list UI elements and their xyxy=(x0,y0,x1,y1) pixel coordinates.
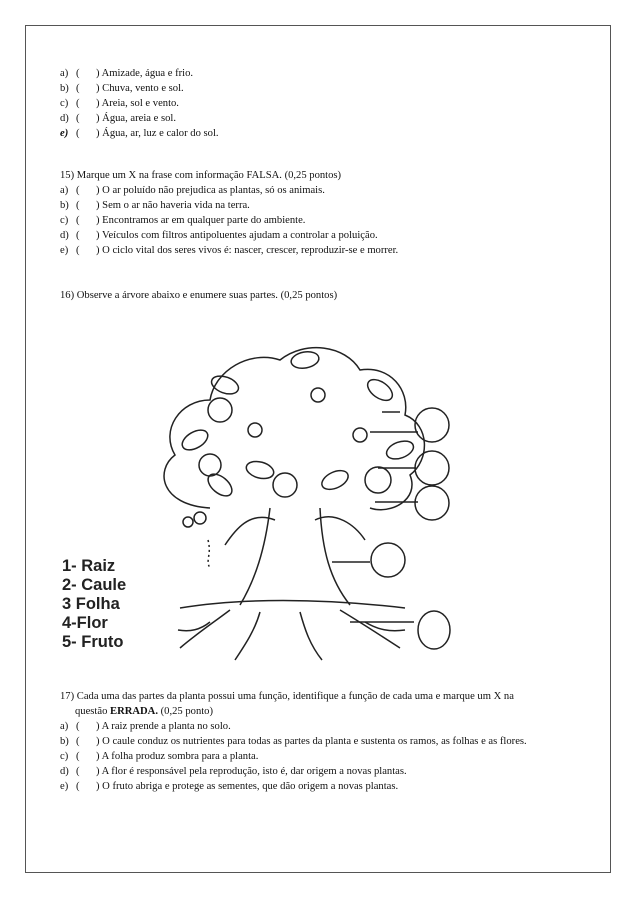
q17-option-b: b) ( ) O caule conduz os nutrientes para todas as partes da planta e sustenta os ramos, as folhas e as flores. xyxy=(60,736,527,747)
q17-question-cont: questão ERRADA. (0,25 ponto) xyxy=(75,706,214,717)
q14-option-a: a) ( ) Amizade, água e frio. xyxy=(60,68,194,79)
q14-option-c: c) ( ) Areia, sol e vento. xyxy=(60,98,179,109)
legend-item: 1- Raiz xyxy=(62,557,116,575)
q15-option-b: b) ( ) Sem o ar não haveria vida na terra. xyxy=(60,200,250,211)
q14-option-b: b) ( ) Chuva, vento e sol. xyxy=(60,83,184,94)
q15-option-d: d) ( ) Veículos com filtros antipoluentes ajudam a controlar a poluição. xyxy=(60,230,378,241)
legend-item: 5- Fruto xyxy=(62,633,124,651)
q17-option-d: d) ( ) A flor é responsável pela reprodução, isto é, dar origem a novas plantas. xyxy=(60,766,407,777)
q17-option-e: e) ( ) O fruto abriga e protege as sementes, que dão origem a novas plantas. xyxy=(60,781,399,792)
q14-option-e: e) ( ) Água, ar, luz e calor do sol. xyxy=(60,128,219,139)
legend-item: 4-Flor xyxy=(62,614,108,632)
legend-item: 3 Folha xyxy=(62,595,120,613)
q15-option-a: a) ( ) O ar poluído não prejudica as plantas, só os animais. xyxy=(60,185,325,196)
q16-question: 16) Observe a árvore abaixo e enumere suas partes. (0,25 pontos) xyxy=(60,290,338,301)
q15-option-e: e) ( ) O ciclo vital dos seres vivos é: nascer, crescer, reproduzir-se e morrer. xyxy=(60,245,399,256)
q17-question: 17) Cada uma das partes da planta possui uma função, identifique a função de cada uma e marque um X na xyxy=(60,691,514,702)
q15-option-c: c) ( ) Encontramos ar em qualquer parte do ambiente. xyxy=(60,215,306,226)
legend-item: 2- Caule xyxy=(62,576,127,594)
q15-question: 15) Marque um X na frase com informação FALSA. (0,25 pontos) xyxy=(60,170,342,181)
tree-parts-legend xyxy=(62,557,126,652)
q17-option-c: c) ( ) A folha produz sombra para a planta. xyxy=(60,751,259,762)
q17-option-a: a) ( ) A raiz prende a planta no solo. xyxy=(60,721,231,732)
q14-option-d: d) ( ) Água, areia e sol. xyxy=(60,113,177,124)
